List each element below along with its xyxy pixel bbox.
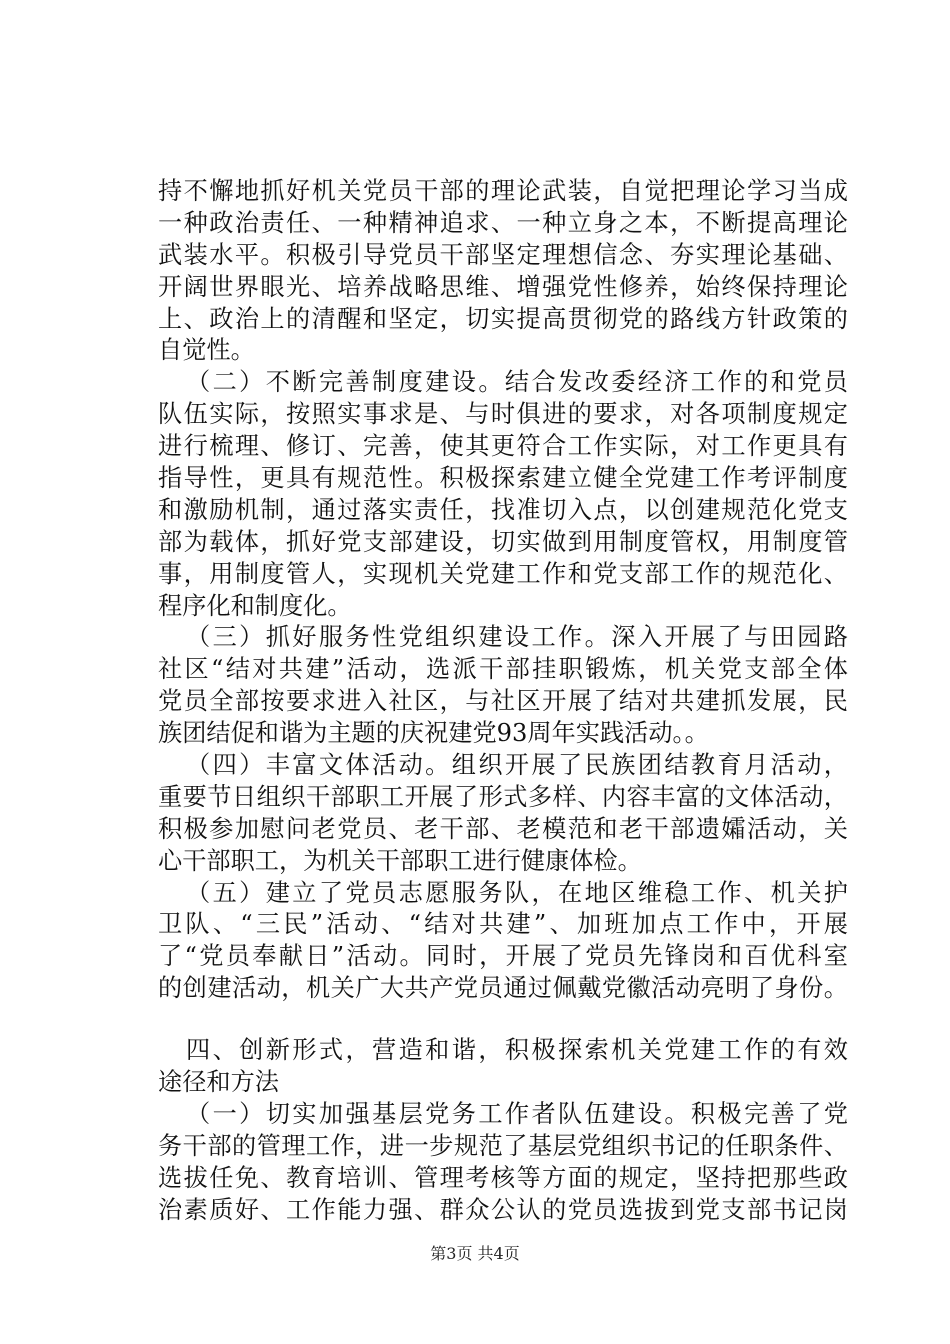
text-line: 党员全部按要求进入社区，与社区开展了结对共建抓发展，民 xyxy=(158,687,848,716)
paragraph-first-line: （三）抓好服务性党组织建设工作。深入开展了与田园路 xyxy=(186,623,848,652)
text-line: 务干部的管理工作，进一步规范了基层党组织书记的任职条件、 xyxy=(158,1131,848,1160)
text-line: 部为载体，抓好党支部建设，切实做到用制度管权，用制度管 xyxy=(158,527,848,556)
text-line: 自觉性。 xyxy=(158,336,255,365)
paragraph-gap xyxy=(158,1005,848,1035)
text-line: 的创建活动，机关广大共产党员通过佩戴党徽活动亮明了身份。 xyxy=(158,974,848,1003)
document-body xyxy=(158,176,848,1227)
paragraph-first-line: （五）建立了党员志愿服务队，在地区维稳工作、机关护 xyxy=(186,878,848,907)
text-line: 选拔任免、教育培训、管理考核等方面的规定，坚持把那些政 xyxy=(158,1163,848,1192)
text-line: 和激励机制，通过落实责任，找准切入点，以创建规范化党支 xyxy=(158,495,848,524)
text-line: 上、政治上的清醒和坚定，切实提高贯彻党的路线方针政策的 xyxy=(158,304,848,333)
text-line: 社区“结对共建”活动，选派干部挂职锻炼，机关党支部全体 xyxy=(158,655,848,684)
text-line: 程序化和制度化。 xyxy=(158,591,352,620)
text-line: 积极参加慰问老党员、老干部、老模范和老干部遗孀活动，关 xyxy=(158,814,848,843)
text-line: 开阔世界眼光、培养战略思维、增强党性修养，始终保持理论 xyxy=(158,272,848,301)
text-line: 一种政治责任、一种精神追求、一种立身之本，不断提高理论 xyxy=(158,208,848,237)
text-line: 事，用制度管人，实现机关党建工作和党支部工作的规范化、 xyxy=(158,559,848,588)
paragraph-first-line: （四）丰富文体活动。组织开展了民族团结教育月活动， xyxy=(186,751,848,780)
text-line: 指导性，更具有规范性。积极探索建立健全党建工作考评制度 xyxy=(158,464,848,493)
text-line: 心干部职工，为机关干部职工进行健康体检。 xyxy=(158,846,642,875)
text-line: 卫队、“三民”活动、“结对共建”、加班加点工作中，开展 xyxy=(158,910,848,939)
paragraph-first-line: （一）切实加强基层党务工作者队伍建设。积极完善了党 xyxy=(186,1099,848,1128)
text-line: 族团结促和谐为主题的庆祝建党93周年实践活动。。 xyxy=(158,719,709,748)
text-line: 了“党员奉献日”活动。同时，开展了党员先锋岗和百优科室 xyxy=(158,942,848,971)
text-line: 武装水平。积极引导党员干部坚定理想信念、夯实理论基础、 xyxy=(158,240,848,269)
text-line: 队伍实际，按照实事求是、与时俱进的要求，对各项制度规定 xyxy=(158,400,848,429)
text-line: 治素质好、工作能力强、群众公认的党员选拔到党支部书记岗 xyxy=(158,1195,848,1224)
text-line: 进行梳理、修订、完善，使其更符合工作实际，对工作更具有 xyxy=(158,432,848,461)
page-number-footer: 第3页 共4页 xyxy=(430,1244,520,1263)
section-heading-cont: 途径和方法 xyxy=(158,1068,279,1097)
section-heading: 四、创新形式，营造和谐，积极探索机关党建工作的有效 xyxy=(186,1036,848,1065)
paragraph-first-line: （二）不断完善制度建设。结合发改委经济工作的和党员 xyxy=(186,368,848,397)
text-line: 持不懈地抓好机关党员干部的理论武装，自觉把理论学习当成 xyxy=(158,177,848,205)
text-line: 重要节日组织干部职工开展了形式多样、内容丰富的文体活动， xyxy=(158,782,848,811)
